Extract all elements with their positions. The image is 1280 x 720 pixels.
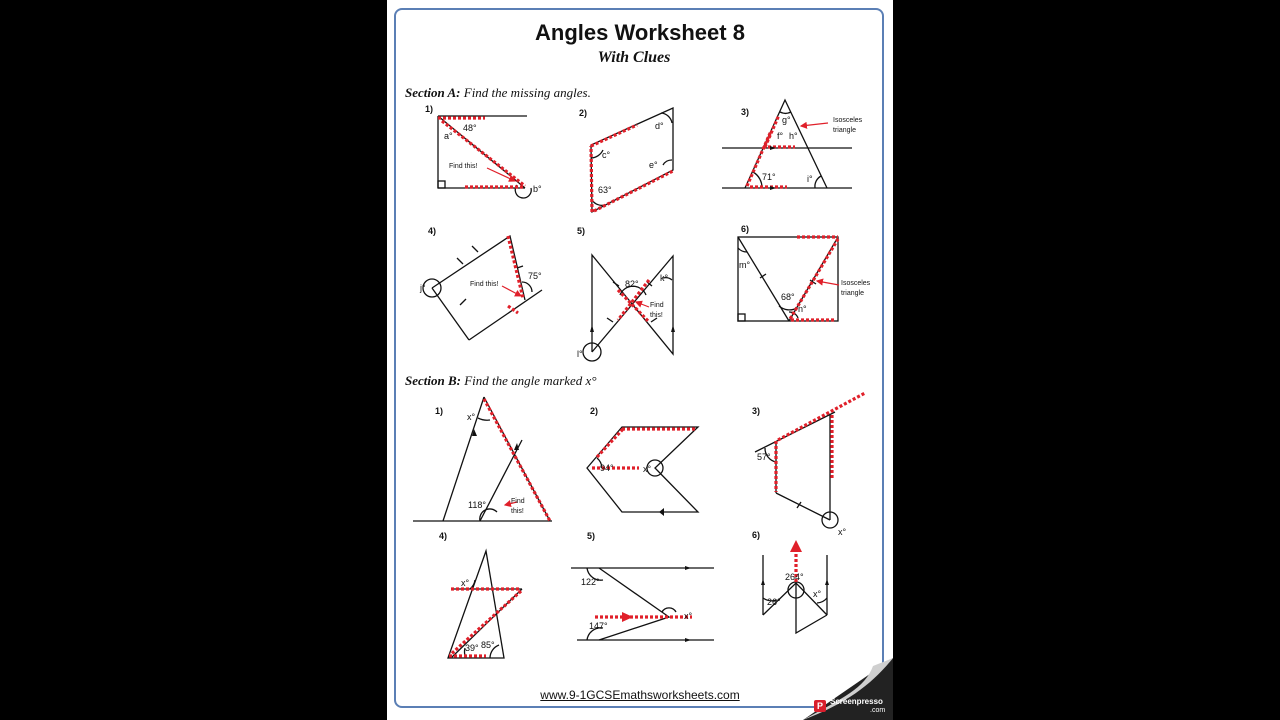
worksheet-title: Angles Worksheet 8 (535, 20, 745, 45)
a4-clue: Find this! (470, 281, 499, 288)
b5-label-147: 147° (589, 621, 608, 631)
b1-label-118: 118° (468, 500, 486, 510)
a1-label-48: 48° (463, 123, 477, 133)
a3-label-f: f° (777, 131, 784, 141)
worksheet-page (387, 0, 893, 720)
website-link[interactable]: www.9-1GCSEmathsworksheets.com (540, 688, 740, 702)
b1-clue: Find this! (511, 498, 525, 515)
b6-label-x: x° (813, 589, 822, 599)
a2-label-c: c° (602, 150, 611, 160)
b6-label-264: 264° (785, 572, 804, 582)
a2-label-e: e° (649, 160, 658, 170)
a2-label-d: d° (655, 121, 664, 131)
b6-label-26: 26° (767, 597, 781, 607)
a1-label-b: b° (533, 184, 542, 194)
b3-number: 3) (752, 406, 761, 416)
a4-label-j: j° (420, 283, 426, 293)
a3-label-71: 71° (762, 172, 776, 182)
b5-label-122: 122° (581, 577, 600, 587)
a1-label-a: a° (444, 131, 453, 141)
a5-label-k: k° (660, 273, 669, 283)
b2-label-94: 94° (600, 463, 614, 473)
a2-label-63: 63° (598, 185, 612, 195)
b1-number: 1) (435, 406, 444, 416)
b3-label-57: 57° (757, 452, 771, 462)
a3-label-h: h° (789, 131, 798, 141)
section-b-instruction: Find the angle marked (460, 373, 586, 388)
a5-label-82: 82° (625, 279, 639, 289)
section-b-label: Section B: (405, 373, 461, 388)
a5-number: 5) (577, 226, 586, 236)
b2-label-x: x° (643, 464, 652, 474)
section-a-instruction: Find the missing angles. (460, 85, 591, 100)
b5-number: 5) (587, 531, 596, 541)
a1-clue: Find this! (449, 163, 478, 170)
worksheet-subtitle: With Clues (597, 49, 671, 66)
a3-number: 3) (741, 107, 750, 117)
a6-label-68: 68° (781, 292, 795, 302)
b2-number: 2) (590, 406, 599, 416)
a2-number: 2) (579, 108, 588, 118)
watermark-domain: .com (870, 707, 886, 714)
a5-clue: Find this! (650, 302, 664, 319)
a5-label-l: l° (577, 349, 583, 359)
a4-number: 4) (428, 226, 437, 236)
a6-clue: Isosceles triangle (841, 280, 871, 297)
a3-label-i: i° (807, 174, 813, 184)
screenpresso-logo-icon: P (814, 700, 826, 712)
b5-label-x: x° (684, 611, 693, 621)
a3-clue: Isosceles triangle (833, 117, 863, 134)
screenpresso-watermark (814, 697, 892, 717)
a4-label-75: 75° (528, 271, 542, 281)
section-a-label: Section A: (405, 85, 461, 100)
a3-label-g: g° (782, 115, 791, 125)
b1-label-x: x° (467, 412, 476, 422)
section-b-variable: x° (585, 373, 597, 388)
watermark-name: Screenpresso (830, 697, 883, 706)
b4-label-85: 85° (481, 640, 495, 650)
a6-label-m: m° (739, 260, 751, 270)
b6-number: 6) (752, 530, 761, 540)
b4-number: 4) (439, 531, 448, 541)
a6-label-n: n° (798, 304, 807, 314)
a6-number: 6) (741, 224, 750, 234)
b4-label-39: 39° (465, 643, 479, 653)
b4-label-x: x° (461, 578, 470, 588)
a1-number: 1) (425, 104, 434, 114)
b3-label-x: x° (838, 527, 847, 537)
angle-labels (387, 0, 893, 720)
